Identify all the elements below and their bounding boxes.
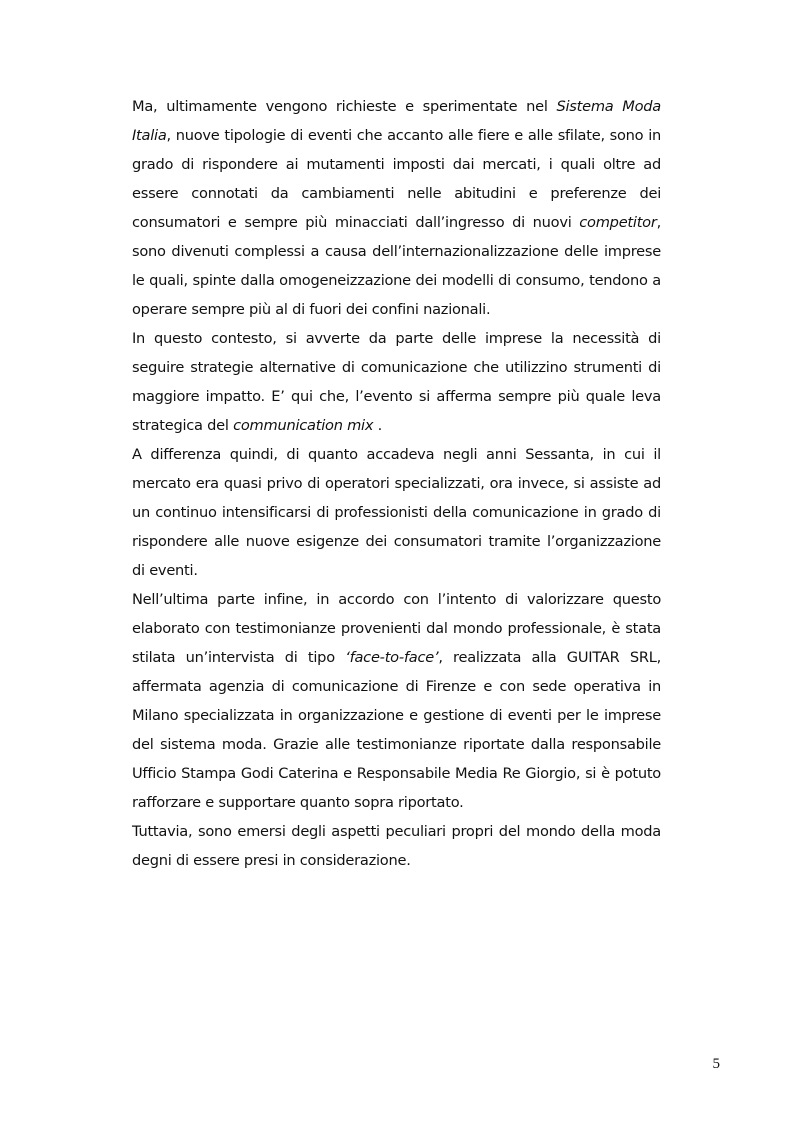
italic-run: ‘face-to-face’ (345, 649, 439, 666)
paragraph (132, 92, 661, 324)
italic-run: communication mix (233, 417, 374, 434)
page-number: 5 (712, 1056, 720, 1072)
italic-run: competitor (579, 214, 657, 231)
text-run: In questo contesto, si avverte da parte delle imprese la necessità di seguire strategie alternative di comunicazione che utilizzino strumenti di maggiore impatto. E’ qui che, l’evento si afferma sempre più quale leva strategica del (132, 330, 661, 434)
text-run: , sono divenuti complessi a causa dell’internazionalizzazione delle imprese le quali, spinte dalla omogeneizzazione dei modelli di consumo, tendono a operare sempre più al di fuori dei confini nazionali. (132, 214, 661, 318)
body-text (132, 92, 661, 875)
text-run: Tuttavia, sono emersi degli aspetti peculiari propri del mondo della moda degni di essere presi in considerazione. (132, 823, 661, 869)
italic-run: Sistema Moda Italia (132, 98, 661, 144)
text-run: , realizzata alla GUITAR SRL, affermata agenzia di comunicazione di Firenze e con sede operativa in Milano specializzata in organizzazione e gestione di eventi per le imprese del sistema moda. Grazie alle testimonianze riportate dalla responsabile Ufficio Stampa Godi Caterina e Responsabile Media Re Giorgio, si è potuto rafforzare e supportare quanto sopra riportato. (132, 649, 661, 811)
paragraph (132, 440, 661, 585)
text-run: Nell’ultima parte infine, in accordo con l’intento di valorizzare questo elaborato con testimonianze provenienti dal mondo professionale, è stata stilata un’intervista di tipo (132, 591, 661, 666)
text-run: Ma, ultimamente vengono richieste e sperimentate nel (132, 98, 557, 115)
text-run: , nuove tipologie di eventi che accanto alle fiere e alle sfilate, sono in grado di rispondere ai mutamenti imposti dai mercati, i quali oltre ad essere connotati da cambiamenti nelle abitudini e preferenze dei consumatori e sempre più minacciati dall’ingresso di nuovi (132, 127, 661, 231)
text-run: . (373, 417, 383, 434)
text-run: A differenza quindi, di quanto accadeva negli anni Sessanta, in cui il mercato era quasi privo di operatori specializzati, ora invece, si assiste ad un continuo intensificarsi di professionisti della comunicazione in grado di rispondere alle nuove esigenze dei consumatori tramite l’organizzazione di eventi. (132, 446, 661, 579)
paragraph (132, 324, 661, 440)
paragraph (132, 585, 661, 817)
paragraph (132, 817, 661, 875)
